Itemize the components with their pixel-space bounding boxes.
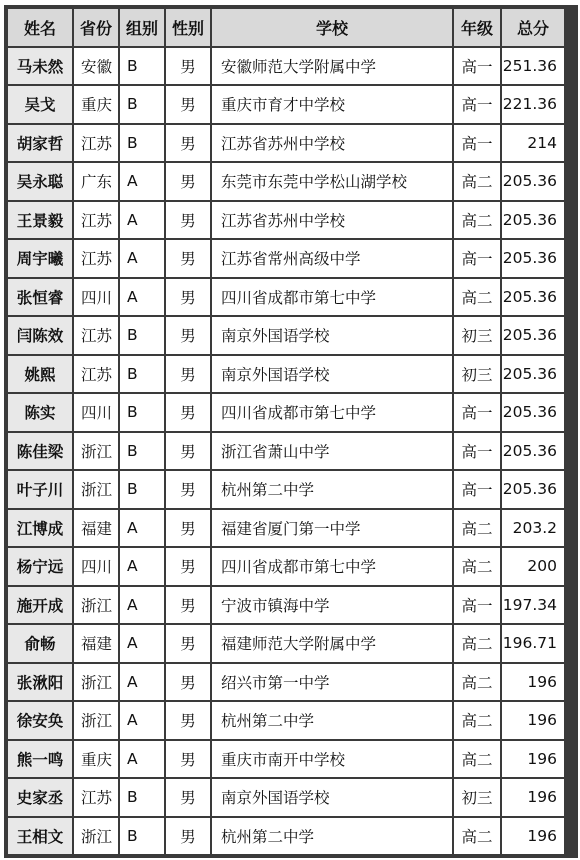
- province-cell: 江苏: [74, 240, 118, 277]
- name-cell: 熊一鸣: [8, 741, 72, 778]
- grade-cell: 高二: [454, 625, 500, 662]
- province-cell: 浙江: [74, 471, 118, 508]
- score-cell: 196: [502, 664, 564, 701]
- table-row: [8, 317, 564, 354]
- grade-cell: 高二: [454, 548, 500, 585]
- province-cell: 浙江: [74, 587, 118, 624]
- gender-cell: 男: [166, 702, 210, 739]
- school-cell: 福建省厦门第一中学: [212, 510, 452, 547]
- score-cell: 197.34: [502, 587, 564, 624]
- school-cell: 宁波市镇海中学: [212, 587, 452, 624]
- table-row: [8, 471, 564, 508]
- gender-cell: 男: [166, 240, 210, 277]
- score-cell: 200: [502, 548, 564, 585]
- grade-cell: 初三: [454, 779, 500, 816]
- gender-cell: 男: [166, 279, 210, 316]
- gender-cell: 男: [166, 779, 210, 816]
- results-table: [6, 7, 566, 856]
- school-cell: 安徽师范大学附属中学: [212, 48, 452, 85]
- group-cell: A: [120, 548, 164, 585]
- school-cell: 江苏省常州高级中学: [212, 240, 452, 277]
- grade-cell: 高一: [454, 86, 500, 123]
- group-cell: B: [120, 394, 164, 431]
- group-cell: A: [120, 741, 164, 778]
- grade-cell: 高一: [454, 48, 500, 85]
- table-row: [8, 163, 564, 200]
- province-cell: 四川: [74, 394, 118, 431]
- group-cell: B: [120, 471, 164, 508]
- table-row: [8, 433, 564, 470]
- grade-cell: 高二: [454, 510, 500, 547]
- school-cell: 四川省成都市第七中学: [212, 279, 452, 316]
- grade-cell: 高二: [454, 163, 500, 200]
- gender-cell: 男: [166, 587, 210, 624]
- group-cell: A: [120, 240, 164, 277]
- school-cell: 重庆市南开中学校: [212, 741, 452, 778]
- name-cell: 马未然: [8, 48, 72, 85]
- group-cell: A: [120, 625, 164, 662]
- score-cell: 196: [502, 702, 564, 739]
- table-row: [8, 587, 564, 624]
- province-cell: 江苏: [74, 356, 118, 393]
- name-cell: 陈佳梁: [8, 433, 72, 470]
- group-cell: A: [120, 163, 164, 200]
- grade-cell: 高一: [454, 394, 500, 431]
- grade-cell: 高一: [454, 587, 500, 624]
- header-score: 总分: [502, 9, 564, 46]
- score-cell: 196.71: [502, 625, 564, 662]
- name-cell: 吴永聪: [8, 163, 72, 200]
- name-cell: 张恒睿: [8, 279, 72, 316]
- score-cell: 205.36: [502, 471, 564, 508]
- name-cell: 史家丞: [8, 779, 72, 816]
- school-cell: 浙江省萧山中学: [212, 433, 452, 470]
- school-cell: 四川省成都市第七中学: [212, 548, 452, 585]
- school-cell: 重庆市育才中学校: [212, 86, 452, 123]
- school-cell: 福建师范大学附属中学: [212, 625, 452, 662]
- table-row: [8, 86, 564, 123]
- grade-cell: 高二: [454, 664, 500, 701]
- group-cell: B: [120, 317, 164, 354]
- gender-cell: 男: [166, 664, 210, 701]
- score-cell: 196: [502, 741, 564, 778]
- province-cell: 四川: [74, 548, 118, 585]
- table-row: [8, 356, 564, 393]
- gender-cell: 男: [166, 625, 210, 662]
- score-cell: 205.36: [502, 356, 564, 393]
- table-row: [8, 48, 564, 85]
- score-cell: 251.36: [502, 48, 564, 85]
- header-row: [8, 9, 564, 46]
- school-cell: 南京外国语学校: [212, 779, 452, 816]
- table-row: [8, 818, 564, 855]
- score-cell: 205.36: [502, 240, 564, 277]
- gender-cell: 男: [166, 317, 210, 354]
- gender-cell: 男: [166, 394, 210, 431]
- gender-cell: 男: [166, 548, 210, 585]
- score-cell: 205.36: [502, 279, 564, 316]
- gender-cell: 男: [166, 86, 210, 123]
- school-cell: 南京外国语学校: [212, 356, 452, 393]
- group-cell: B: [120, 779, 164, 816]
- school-cell: 东莞市东莞中学松山湖学校: [212, 163, 452, 200]
- grade-cell: 高一: [454, 125, 500, 162]
- score-cell: 196: [502, 818, 564, 855]
- group-cell: B: [120, 818, 164, 855]
- header-grade: 年级: [454, 9, 500, 46]
- name-cell: 周宇曦: [8, 240, 72, 277]
- province-cell: 浙江: [74, 702, 118, 739]
- grade-cell: 高二: [454, 279, 500, 316]
- score-cell: 196: [502, 779, 564, 816]
- group-cell: A: [120, 510, 164, 547]
- name-cell: 陈实: [8, 394, 72, 431]
- gender-cell: 男: [166, 356, 210, 393]
- school-cell: 南京外国语学校: [212, 317, 452, 354]
- school-cell: 江苏省苏州中学校: [212, 202, 452, 239]
- table-row: [8, 394, 564, 431]
- group-cell: B: [120, 125, 164, 162]
- school-cell: 江苏省苏州中学校: [212, 125, 452, 162]
- grade-cell: 高二: [454, 818, 500, 855]
- grade-cell: 高二: [454, 741, 500, 778]
- table-row: [8, 279, 564, 316]
- school-cell: 杭州第二中学: [212, 818, 452, 855]
- table-row: [8, 702, 564, 739]
- gender-cell: 男: [166, 163, 210, 200]
- province-cell: 江苏: [74, 125, 118, 162]
- province-cell: 广东: [74, 163, 118, 200]
- grade-cell: 初三: [454, 356, 500, 393]
- header-gender: 性别: [166, 9, 210, 46]
- province-cell: 浙江: [74, 818, 118, 855]
- score-cell: 205.36: [502, 394, 564, 431]
- score-cell: 221.36: [502, 86, 564, 123]
- grade-cell: 高一: [454, 240, 500, 277]
- name-cell: 姚熙: [8, 356, 72, 393]
- group-cell: B: [120, 356, 164, 393]
- province-cell: 浙江: [74, 433, 118, 470]
- name-cell: 张湫阳: [8, 664, 72, 701]
- table-row: [8, 625, 564, 662]
- gender-cell: 男: [166, 741, 210, 778]
- name-cell: 杨宁远: [8, 548, 72, 585]
- province-cell: 江苏: [74, 202, 118, 239]
- group-cell: A: [120, 279, 164, 316]
- grade-cell: 高一: [454, 471, 500, 508]
- province-cell: 福建: [74, 625, 118, 662]
- province-cell: 重庆: [74, 86, 118, 123]
- results-table-frame: [4, 5, 578, 858]
- province-cell: 安徽: [74, 48, 118, 85]
- gender-cell: 男: [166, 471, 210, 508]
- header-school: 学校: [212, 9, 452, 46]
- table-row: [8, 240, 564, 277]
- province-cell: 重庆: [74, 741, 118, 778]
- gender-cell: 男: [166, 125, 210, 162]
- name-cell: 叶子川: [8, 471, 72, 508]
- table-row: [8, 548, 564, 585]
- group-cell: B: [120, 86, 164, 123]
- table-row: [8, 779, 564, 816]
- group-cell: A: [120, 702, 164, 739]
- grade-cell: 高二: [454, 202, 500, 239]
- gender-cell: 男: [166, 202, 210, 239]
- name-cell: 胡家哲: [8, 125, 72, 162]
- school-cell: 杭州第二中学: [212, 702, 452, 739]
- province-cell: 浙江: [74, 664, 118, 701]
- name-cell: 闫陈效: [8, 317, 72, 354]
- province-cell: 四川: [74, 279, 118, 316]
- name-cell: 吴戈: [8, 86, 72, 123]
- grade-cell: 高二: [454, 702, 500, 739]
- group-cell: B: [120, 48, 164, 85]
- group-cell: A: [120, 202, 164, 239]
- province-cell: 江苏: [74, 779, 118, 816]
- table-row: [8, 202, 564, 239]
- grade-cell: 高一: [454, 433, 500, 470]
- gender-cell: 男: [166, 48, 210, 85]
- gender-cell: 男: [166, 433, 210, 470]
- table-row: [8, 125, 564, 162]
- table-row: [8, 741, 564, 778]
- score-cell: 214: [502, 125, 564, 162]
- school-cell: 绍兴市第一中学: [212, 664, 452, 701]
- header-name: 姓名: [8, 9, 72, 46]
- group-cell: A: [120, 664, 164, 701]
- table-row: [8, 664, 564, 701]
- school-cell: 杭州第二中学: [212, 471, 452, 508]
- group-cell: A: [120, 587, 164, 624]
- school-cell: 四川省成都市第七中学: [212, 394, 452, 431]
- table-row: [8, 510, 564, 547]
- score-cell: 205.36: [502, 317, 564, 354]
- gender-cell: 男: [166, 818, 210, 855]
- grade-cell: 初三: [454, 317, 500, 354]
- score-cell: 205.36: [502, 163, 564, 200]
- name-cell: 王相文: [8, 818, 72, 855]
- name-cell: 施开成: [8, 587, 72, 624]
- header-group: 组别: [120, 9, 164, 46]
- gender-cell: 男: [166, 510, 210, 547]
- name-cell: 俞畅: [8, 625, 72, 662]
- score-cell: 205.36: [502, 433, 564, 470]
- province-cell: 福建: [74, 510, 118, 547]
- name-cell: 徐安奂: [8, 702, 72, 739]
- score-cell: 203.2: [502, 510, 564, 547]
- name-cell: 王景毅: [8, 202, 72, 239]
- score-cell: 205.36: [502, 202, 564, 239]
- group-cell: B: [120, 433, 164, 470]
- province-cell: 江苏: [74, 317, 118, 354]
- name-cell: 江博成: [8, 510, 72, 547]
- header-province: 省份: [74, 9, 118, 46]
